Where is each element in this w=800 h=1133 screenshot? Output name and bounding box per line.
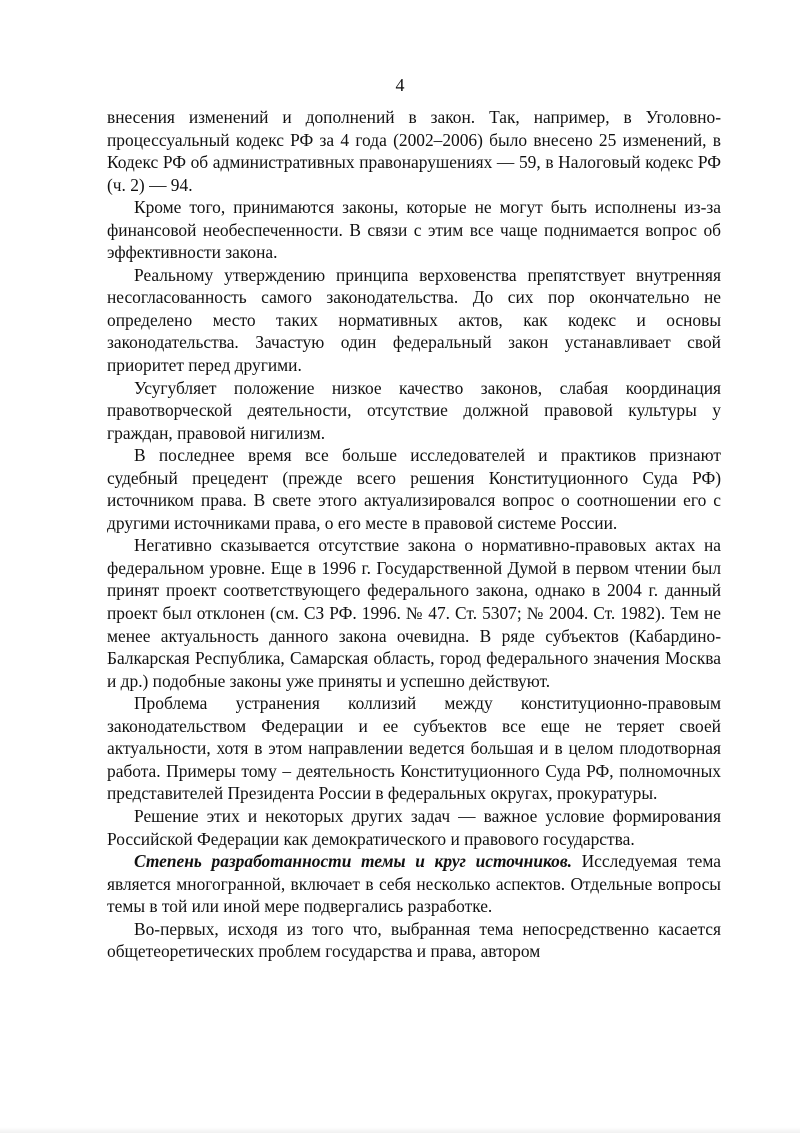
paragraph-collisions: Проблема устранения коллизий между конституционно-правовым законодательством Федерации и ее субъектов все еще не теряет своей актуальности, хотя в этом направлении ведется большая и в целом плодотворная работа. Примеры тому – деятельность Конституционного Суда РФ, полномочных представителей Президента России в федеральных округах, прокуратуры. <box>107 693 721 804</box>
paragraph-internal-inconsistency: Реальному утверждению принципа верховенства препятствует внутренняя несогласованность самого законодательства. До сих пор окончательно не определено место таких нормативных актов, как кодекс и основы законодательства. Зачастую один федеральный закон устанавливает свой приоритет перед другими. <box>107 264 721 376</box>
scan-bottom-edge <box>0 1127 800 1133</box>
paragraph-financial-insecurity: Кроме того, принимаются законы, которые не могут быть исполнены из-за финансовой необеспеченности. В связи с этим все чаще поднимается вопрос об эффективности закона. <box>107 197 721 263</box>
paragraph-tasks-solution: Решение этих и некоторых других задач — важное условие формирования Российской Федерации как демократического и правового государства. <box>107 805 721 849</box>
paragraph-degree-of-development <box>107 850 721 918</box>
paragraph-firstly: Во-первых, исходя из того что, выбранная тема непосредственно касается общетеоретических проблем государства и права, автором <box>107 918 721 962</box>
degree-heading: Степень разработанности темы и круг источников. <box>134 851 572 872</box>
paragraph-judicial-precedent: В последнее время все больше исследователей и практиков признают судебный прецедент (прежде всего решения Конституционного Суда РФ) источником права. В свете этого актуализировался вопрос о соотношении его с другими источниками права, о его месте в правовой системе России. <box>107 445 721 533</box>
paragraph-amendments-statistics: внесения изменений и дополнений в закон. Так, например, в Уголовно-процессуальный кодекс РФ за 4 года (2002–2006) было внесено 25 изменений, в Кодекс РФ об административных правонарушениях — 59, в Налоговый кодекс РФ (ч. 2) — 94. <box>107 107 721 195</box>
paragraph-law-quality: Усугубляет положение низкое качество законов, слабая координация правотворческой деятельности, отсутствие должной правовой культуры у граждан, правовой нигилизм. <box>107 377 721 443</box>
page-number: 4 <box>395 75 405 95</box>
paragraph-normative-acts-law: Негативно сказывается отсутствие закона о нормативно-правовых актах на федеральном уровне. Еще в 1996 г. Государственной Думой в первом чтении был принят проект соответствующего федерального закона, однако в 2004 г. данный проект был отклонен (см. СЗ РФ. 1996. № 47. Ст. 5307; № 2004. Ст. 1982). Тем не менее актуальность данного закона очевидна. В ряде субъектов (Кабардино-Балкарская Республика, Самарская область, город федерального значения Москва и др.) подобные законы уже приняты и успешно действуют. <box>107 535 721 691</box>
body-text <box>107 106 721 963</box>
degree-text: Исследуемая тема является многогранной, включает в себя несколько аспектов. Отдельные вопросы темы в той или иной мере подвергались разработке. <box>107 851 721 917</box>
